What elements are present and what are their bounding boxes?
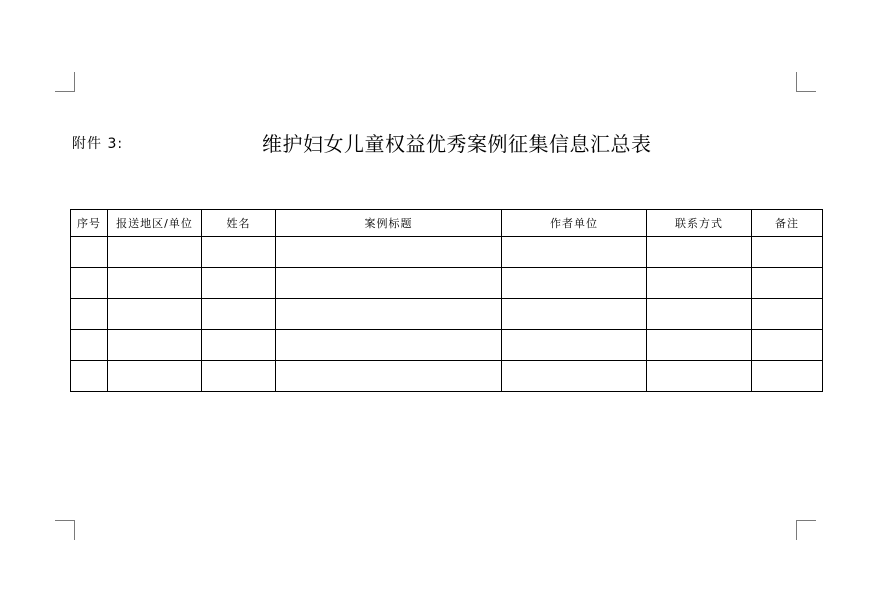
table-cell[interactable] (502, 268, 647, 299)
summary-table (70, 209, 823, 392)
table-row (71, 361, 823, 392)
table-cell[interactable] (71, 237, 108, 268)
table-cell[interactable] (202, 330, 276, 361)
table-cell[interactable] (71, 268, 108, 299)
crop-mark-top-left (55, 72, 75, 92)
table-cell[interactable] (71, 330, 108, 361)
table-cell[interactable] (276, 237, 502, 268)
header-cell-name: 姓名 (202, 210, 276, 237)
table-cell[interactable] (108, 330, 202, 361)
table-cell[interactable] (502, 361, 647, 392)
table-cell[interactable] (752, 299, 823, 330)
table-row (71, 330, 823, 361)
table-cell[interactable] (502, 299, 647, 330)
table-row (71, 268, 823, 299)
table-cell[interactable] (647, 268, 752, 299)
table-cell[interactable] (752, 361, 823, 392)
crop-mark-bottom-left (55, 520, 75, 540)
table-cell[interactable] (108, 299, 202, 330)
table-cell[interactable] (108, 237, 202, 268)
table-cell[interactable] (502, 237, 647, 268)
table-cell[interactable] (647, 299, 752, 330)
document-title: 维护妇女儿童权益优秀案例征集信息汇总表 (262, 132, 652, 156)
table-cell[interactable] (752, 268, 823, 299)
table-cell[interactable] (202, 237, 276, 268)
table-cell[interactable] (71, 299, 108, 330)
header-cell-case-title: 案例标题 (276, 210, 502, 237)
table-header-row (71, 210, 823, 237)
header-cell-remarks: 备注 (752, 210, 823, 237)
table-cell[interactable] (71, 361, 108, 392)
table-cell[interactable] (276, 361, 502, 392)
table-cell[interactable] (202, 361, 276, 392)
table-cell[interactable] (502, 330, 647, 361)
table-cell[interactable] (276, 299, 502, 330)
header-cell-contact: 联系方式 (647, 210, 752, 237)
table-row (71, 299, 823, 330)
table-cell[interactable] (202, 268, 276, 299)
table-cell[interactable] (752, 237, 823, 268)
header-cell-author-unit: 作者单位 (502, 210, 647, 237)
table-cell[interactable] (647, 361, 752, 392)
table-cell[interactable] (276, 330, 502, 361)
header-cell-region-unit: 报送地区/单位 (108, 210, 202, 237)
table-cell[interactable] (752, 330, 823, 361)
table-cell[interactable] (202, 299, 276, 330)
header-cell-serial: 序号 (71, 210, 108, 237)
table-cell[interactable] (108, 268, 202, 299)
table-cell[interactable] (108, 361, 202, 392)
crop-mark-top-right (796, 72, 816, 92)
table-cell[interactable] (276, 268, 502, 299)
crop-mark-bottom-right (796, 520, 816, 540)
table-body (71, 237, 823, 392)
table-row (71, 237, 823, 268)
attachment-label: 附件 3: (72, 136, 124, 152)
table-cell[interactable] (647, 330, 752, 361)
table-cell[interactable] (647, 237, 752, 268)
